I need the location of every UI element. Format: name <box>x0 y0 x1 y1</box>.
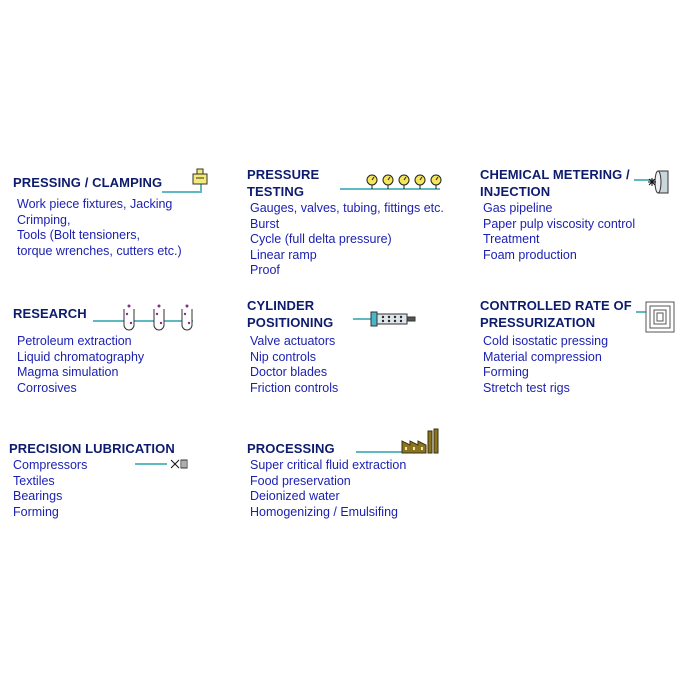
list-item: Linear ramp <box>250 247 317 262</box>
list-item: Valve actuators <box>250 334 336 348</box>
list-item: Corrosives <box>17 380 77 395</box>
list-item: Nip controls <box>250 349 316 364</box>
section-title: PRESSURE TESTING <box>247 167 320 199</box>
section-title: PROCESSING <box>247 441 335 456</box>
list-item: Material compression <box>483 349 602 364</box>
gauges-icon <box>338 170 444 194</box>
list-item: Food preservation <box>250 473 351 488</box>
list-item: Crimping, <box>17 212 71 227</box>
list-item: Compressors <box>13 458 88 472</box>
section-title: CYLINDER POSITIONING <box>247 298 334 330</box>
list-item: Burst <box>250 216 280 231</box>
list-item: Magma simulation <box>17 365 119 379</box>
list-item: torque wrenches, cutters etc.) <box>17 243 182 258</box>
section-chemical <box>480 166 635 263</box>
list-item: Bearings <box>13 489 63 503</box>
section-pressing <box>13 174 182 259</box>
section-title: CHEMICAL METERING / INJECTION <box>480 167 630 199</box>
section-title: RESEARCH <box>13 306 87 321</box>
list-item: Gauges, valves, tubing, fittings etc. <box>250 201 444 215</box>
cylinder-icon <box>353 306 419 332</box>
list-item: Deionized water <box>250 489 340 503</box>
list-item: Super critical fluid extraction <box>250 458 407 472</box>
section-title: CONTROLLED RATE OF PRESSURIZATION <box>480 298 632 330</box>
list-item: Liquid chromatography <box>17 349 145 364</box>
list-item: Gas pipeline <box>483 201 553 215</box>
list-item: Petroleum extraction <box>17 334 132 348</box>
list-item: Forming <box>483 365 529 379</box>
list-item: Proof <box>250 263 280 277</box>
list-item: Textiles <box>13 473 55 488</box>
section-title: PRESSING / CLAMPING <box>13 175 163 190</box>
section-lubrication <box>9 440 175 520</box>
pressure-vessel-icon <box>636 300 676 336</box>
section-title: PRECISION LUBRICATION <box>9 441 175 456</box>
spray-nozzle-icon <box>135 456 191 472</box>
list-item: Stretch test rigs <box>483 380 570 395</box>
list-item: Work piece fixtures, Jacking <box>17 197 173 211</box>
list-item: Cold isostatic pressing <box>483 334 609 348</box>
injection-pipe-icon <box>634 168 674 196</box>
list-item: Paper pulp viscosity control <box>483 216 636 231</box>
factory-icon <box>356 428 442 456</box>
list-item: Foam production <box>483 247 577 262</box>
list-item: Tools (Bolt tensioners, <box>17 228 140 242</box>
list-item: Treatment <box>483 232 540 246</box>
list-item: Doctor blades <box>250 365 328 379</box>
clamp-icon <box>160 166 210 196</box>
list-item: Friction controls <box>250 380 339 395</box>
section-controlled-rate <box>480 297 632 396</box>
section-cylinder <box>247 297 338 396</box>
list-item: Homogenizing / Emulsifing <box>250 504 398 519</box>
list-item: Cycle (full delta pressure) <box>250 232 392 246</box>
test-tubes-icon <box>93 303 197 333</box>
list-item: Forming <box>13 504 59 519</box>
